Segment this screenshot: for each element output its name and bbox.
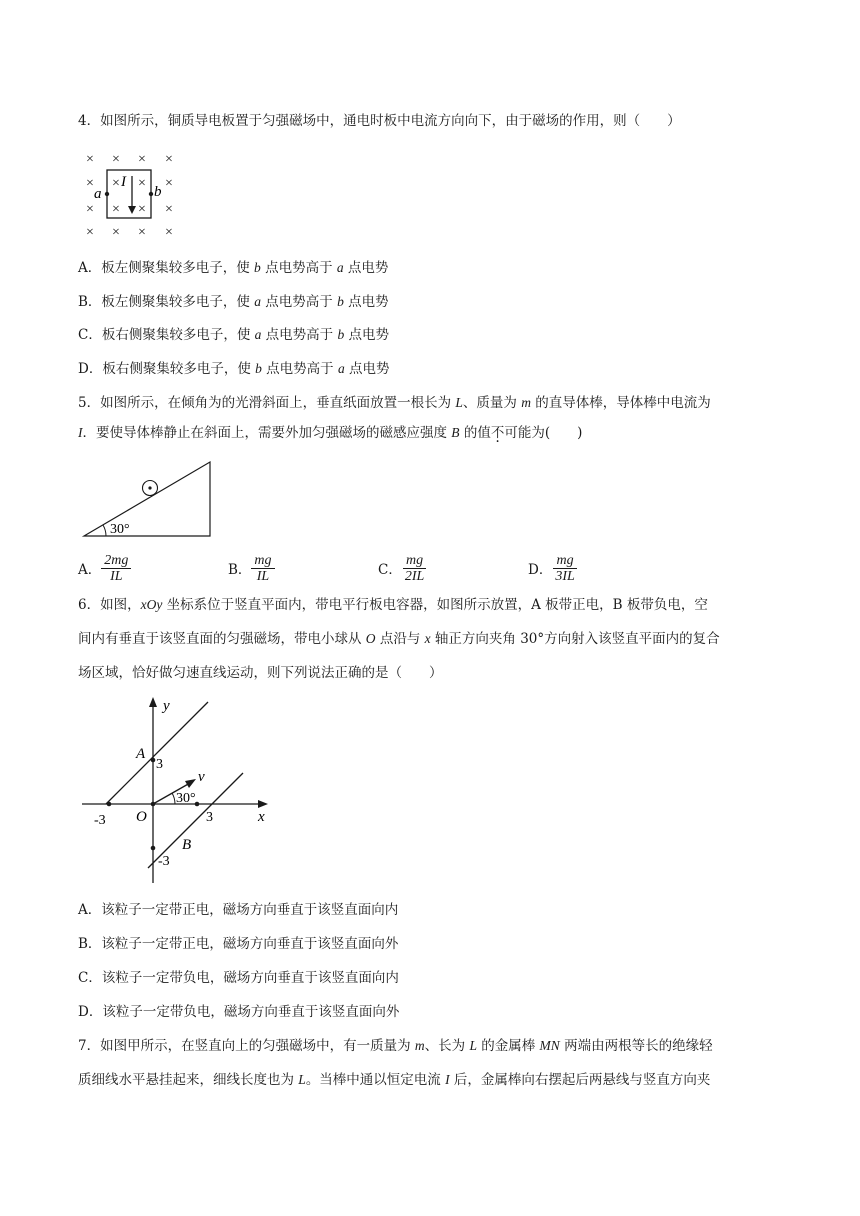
q5-option-a: A． $\frac{2mg}{IL}$ (78, 548, 131, 588)
plate-a-line (106, 702, 208, 804)
field-cross: × (138, 152, 146, 167)
fraction: $\frac{mg}{2IL}$ (404, 552, 425, 584)
point-a (105, 192, 109, 196)
field-cross: × (165, 152, 173, 167)
q6-stem-line2: 间内有垂直于该竖直面的匀强磁场，带电小球从 O 点沿与 x 轴正方向夹角 30°方向射入该竖直平面内的复合 (78, 631, 720, 647)
field-cross: × (86, 225, 94, 240)
tick-x-neg3: -3 (94, 813, 106, 828)
fraction: $\frac{2mg}{IL}$ (101, 553, 131, 584)
plate-b-label: B (182, 837, 192, 853)
tick-x-3: 3 (206, 810, 213, 825)
field-cross: × (112, 152, 120, 167)
velocity-arrowhead (185, 779, 196, 788)
current-label: I (121, 174, 126, 190)
angle-arc (103, 525, 106, 536)
angle-label: 30° (176, 791, 196, 806)
fraction: $\frac{mg}{3IL}$ (555, 552, 575, 584)
y-axis-arrowhead (149, 697, 157, 707)
q4-stem: 4．如图所示，铜质导电板置于匀强磁场中，通电时板中电流方向向下，由于磁场的作用，则（ ） (78, 113, 681, 129)
incline-triangle (84, 462, 210, 536)
q5-option-d: D． $\frac{mg}{3IL}$ (528, 548, 578, 588)
field-cross: × (86, 176, 94, 191)
field-cross: × (112, 202, 120, 217)
q4-option-b: B．板左侧聚集较多电子，使 a 点电势高于 b 点电势 (78, 294, 389, 310)
plate-a-label: A (136, 746, 146, 762)
field-cross: × (165, 202, 173, 217)
current-arrowhead (128, 206, 136, 214)
q6-coordinate-figure (78, 693, 278, 893)
field-cross: × (138, 202, 146, 217)
angle-arc (172, 793, 175, 804)
y-axis-label: y (163, 698, 170, 714)
x-axis-arrowhead (258, 800, 268, 808)
point-b (149, 192, 153, 196)
fraction: $\frac{mg}{IL}$ (251, 553, 274, 584)
q6-option-c: C．该粒子一定带负电，磁场方向垂直于该竖直面向内 (78, 970, 399, 986)
x-axis-label: x (258, 809, 265, 825)
field-cross: × (165, 225, 173, 240)
field-cross: × (165, 176, 173, 191)
field-cross: × (86, 152, 94, 167)
q6-stem-line3: 场区域，恰好做匀速直线运动，则下列说法正确的是（ ） (78, 665, 443, 681)
angle-label: 30° (110, 522, 130, 537)
point-x-neg3 (107, 802, 112, 807)
field-cross: × (86, 202, 94, 217)
origin-label: O (136, 809, 147, 825)
q4-option-c: C．板右侧聚集较多电子，使 a 点电势高于 b 点电势 (78, 327, 390, 343)
q4-option-a: A．板左侧聚集较多电子，使 b 点电势高于 a 点电势 (78, 260, 389, 276)
field-cross: × (112, 176, 120, 191)
label-a: a (94, 186, 102, 202)
point-y-neg3 (151, 846, 156, 851)
q5-incline-figure (80, 458, 215, 540)
field-cross: × (112, 225, 120, 240)
emphasis-mark: 不 (490, 425, 505, 441)
current-out-dot (148, 486, 151, 489)
tick-y-3: 3 (156, 757, 163, 772)
point-y-3 (151, 758, 156, 763)
q6-option-b: B．该粒子一定带正电，磁场方向垂直于该竖直面向外 (78, 936, 399, 952)
field-cross: × (138, 176, 146, 191)
q4-figure (80, 146, 190, 242)
q5-option-c: C． $\frac{mg}{2IL}$ (378, 548, 427, 588)
q7-stem-line2: 质细线水平悬挂起来，细线长度也为 L。当棒中通以恒定电流 I 后，金属棒向右摆起后两悬线与竖直方向夹 (78, 1072, 711, 1088)
q5-stem-line1: 5．如图所示，在倾角为的光滑斜面上，垂直纸面放置一根长为 L、质量为 m 的直导体棒，导体棒中电流为 (78, 395, 711, 411)
tick-y-neg3: -3 (158, 854, 170, 869)
q7-stem-line1: 7．如图甲所示，在竖直向上的匀强磁场中，有一质量为 m、长为 L 的金属棒 MN 两端由两根等长的绝缘轻 (78, 1038, 713, 1054)
q5-option-b: B． $\frac{mg}{IL}$ (228, 548, 275, 588)
q5-stem-line2: I．要使导体棒静止在斜面上，需要外加匀强磁场的磁感应强度 B 的值不可能为( ) (78, 425, 583, 441)
velocity-label: v (198, 769, 205, 785)
label-b: b (154, 184, 162, 200)
q6-stem-line1: 6．如图，xOy 坐标系位于竖直平面内，带电平行板电容器，如图所示放置，A 板带正电，B 板带负电，空 (78, 597, 708, 613)
q4-option-d: D．板右侧聚集较多电子，使 b 点电势高于 a 点电势 (78, 361, 390, 377)
field-cross: × (138, 225, 146, 240)
q6-option-a: A．该粒子一定带正电，磁场方向垂直于该竖直面向内 (78, 902, 399, 918)
q6-option-d: D．该粒子一定带负电，磁场方向垂直于该竖直面向外 (78, 1004, 400, 1020)
